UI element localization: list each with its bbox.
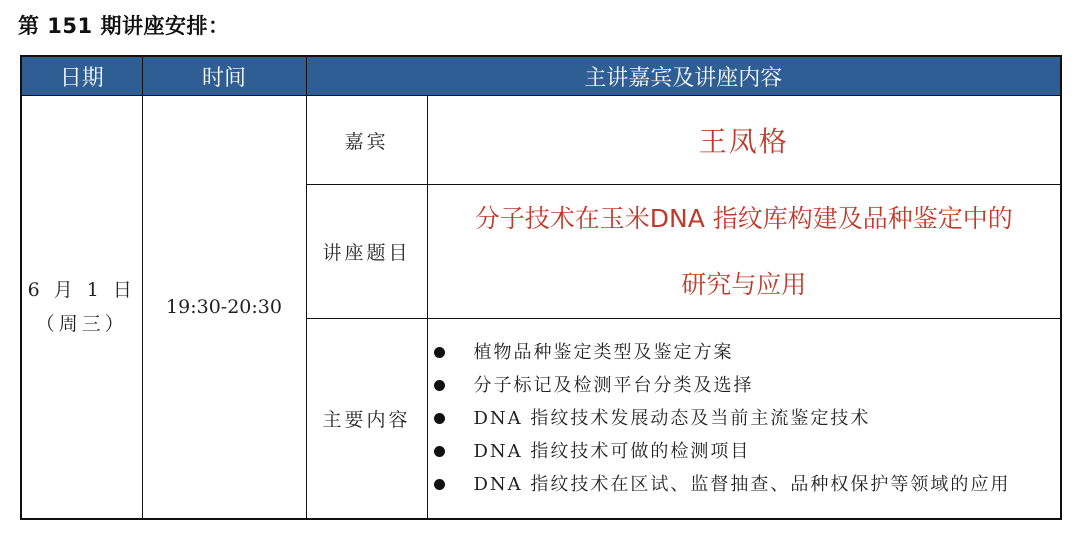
date-line2: （周三） xyxy=(35,313,128,335)
content-point-text: 分子标记及检测平台分类及选择 xyxy=(473,375,754,396)
guest-name: 王凤格 xyxy=(427,96,1061,185)
content-point xyxy=(428,468,1061,501)
content-label: 主要内容 xyxy=(306,319,427,520)
bullet-icon xyxy=(434,413,445,424)
header-time: 时间 xyxy=(142,56,306,96)
header-content: 主讲嘉宾及讲座内容 xyxy=(306,56,1061,96)
bullet-icon xyxy=(434,380,445,391)
content-cell xyxy=(427,319,1061,520)
header-date: 日期 xyxy=(21,56,142,96)
bullet-icon xyxy=(434,479,445,490)
header-row xyxy=(21,56,1061,96)
date-line1: 6 月 1 日 xyxy=(27,279,136,301)
guest-row xyxy=(21,96,1061,185)
topic-line2: 研究与应用 xyxy=(681,269,807,299)
topic-label: 讲座题目 xyxy=(306,185,427,319)
topic-line1: 分子技术在玉米DNA 指纹库构建及品种鉴定中的 xyxy=(474,203,1013,233)
content-points-list xyxy=(428,336,1061,501)
topic-cell xyxy=(427,185,1061,319)
bullet-icon xyxy=(434,446,445,457)
content-point-text: DNA 指纹技术发展动态及当前主流鉴定技术 xyxy=(473,408,871,429)
guest-label: 嘉宾 xyxy=(306,96,427,185)
time-cell: 19:30-20:30 xyxy=(142,96,306,520)
content-point-text: DNA 指纹技术可做的检测项目 xyxy=(473,441,751,462)
lecture-schedule-table xyxy=(20,55,1062,520)
content-point-text: DNA 指纹技术在区试、监督抽查、品种权保护等领域的应用 xyxy=(473,474,1011,495)
content-point xyxy=(428,435,1061,468)
date-cell xyxy=(21,96,142,520)
bullet-icon xyxy=(434,347,445,358)
page-heading: 第 151 期讲座安排： xyxy=(18,14,230,38)
content-point-text: 植物品种鉴定类型及鉴定方案 xyxy=(473,342,734,363)
content-point xyxy=(428,336,1061,369)
content-point xyxy=(428,402,1061,435)
content-point xyxy=(428,369,1061,402)
